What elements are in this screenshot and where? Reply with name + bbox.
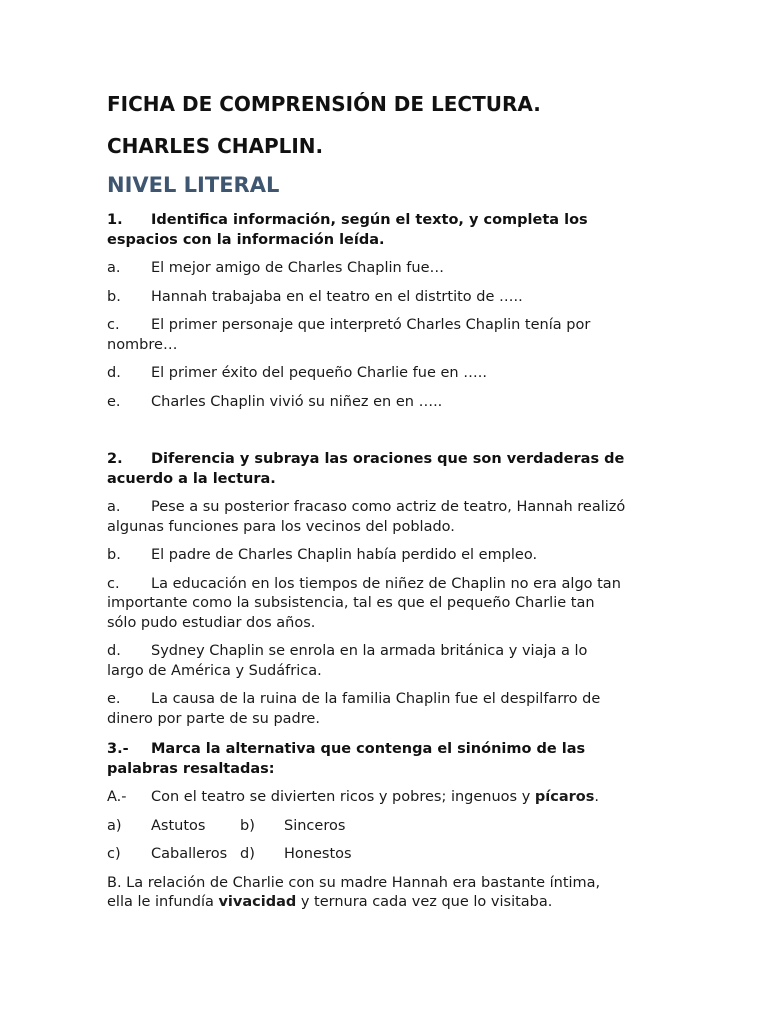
- item-label: c.: [107, 317, 120, 333]
- item-text: Pese a su posterior fracaso como actriz de teatro, Hannah realizó algunas funciones para los vecinos del poblado.: [107, 499, 626, 535]
- question-2-item-a: [107, 498, 627, 537]
- item-label: b.: [107, 288, 121, 305]
- item-label: e.: [107, 393, 121, 410]
- part-a-label: A.-: [107, 789, 127, 805]
- options-row-1: [107, 817, 627, 837]
- question-1-item-e: [107, 393, 627, 413]
- item-label: a.: [107, 260, 121, 276]
- question-1-item-a: [107, 259, 627, 279]
- question-2-item-e: [107, 690, 627, 729]
- question-2-item-b: [107, 546, 627, 566]
- option-a-label: a): [107, 817, 122, 834]
- item-text: El padre de Charles Chaplin había perdido el empleo.: [151, 547, 538, 563]
- section-heading-level: NIVEL LITERAL: [107, 173, 280, 197]
- highlighted-word-picaros: pícaros: [534, 789, 595, 805]
- option-c-text: Caballeros: [151, 846, 228, 862]
- part-b-text: B. La relación de Charlie con su madre Hannah era bastante íntima, ella le infundía: [107, 874, 601, 910]
- question-1-text: Identifica información, según el texto, y completa los espacios con la información leída.: [107, 212, 588, 248]
- option-a-text: Astutos: [151, 817, 206, 834]
- item-label: e.: [107, 691, 121, 707]
- question-3-part-a: [107, 788, 627, 808]
- question-2-number: 2.: [107, 451, 123, 467]
- highlighted-word-vivacidad: vivacidad: [218, 894, 297, 910]
- question-2-item-d: [107, 642, 627, 681]
- document-title-line-2: CHARLES CHAPLIN.: [107, 134, 324, 158]
- item-text: La causa de la ruina de la familia Chaplin fue el despilfarro de dinero por parte de su padre.: [107, 691, 601, 727]
- question-3-text: Marca la alternativa que contenga el sinónimo de las palabras resaltadas:: [107, 741, 586, 777]
- question-1-item-c: [107, 316, 627, 355]
- options-row-2: [107, 845, 627, 865]
- option-c-label: c): [107, 846, 121, 862]
- option-b-label: b): [240, 817, 255, 834]
- option-b-text: Sinceros: [284, 817, 346, 834]
- item-text: El primer éxito del pequeño Charlie fue en …..: [151, 365, 487, 381]
- item-label: c.: [107, 575, 120, 592]
- question-2: [107, 449, 627, 489]
- question-1-number: 1.: [107, 212, 123, 228]
- document-title-line-1: FICHA DE COMPRENSIÓN DE LECTURA.: [107, 92, 541, 116]
- item-label: b.: [107, 547, 121, 563]
- question-3: [107, 739, 627, 779]
- item-text: La educación en los tiempos de niñez de Chaplin no era algo tan importante como la subsistencia, tal es que el pequeño Charlie tan sólo pudo estudiar dos años.: [107, 575, 621, 631]
- part-a-text-end: .: [594, 789, 599, 805]
- option-d-text: Honestos: [284, 846, 352, 862]
- item-label: a.: [107, 499, 121, 515]
- item-text: Sydney Chaplin se enrola en la armada británica y viaja a lo largo de América y Sudáfrica.: [107, 643, 588, 679]
- document-page: [107, 88, 627, 913]
- part-a-text: Con el teatro se divierten ricos y pobres; ingenuos y: [151, 789, 535, 805]
- question-1-item-d: [107, 364, 627, 384]
- option-d-label: d): [240, 846, 255, 862]
- question-2-text: Diferencia y subraya las oraciones que son verdaderas de acuerdo a la lectura.: [107, 451, 625, 487]
- question-3-part-b: [107, 874, 627, 913]
- part-b-text-end: y ternura cada vez que lo visitaba.: [296, 894, 553, 910]
- item-label: d.: [107, 643, 121, 659]
- item-text: Hannah trabajaba en el teatro en el distrtito de …..: [151, 288, 523, 305]
- item-label: d.: [107, 365, 121, 381]
- question-3-number: 3.-: [107, 741, 129, 757]
- item-text: Charles Chaplin vivió su niñez en en …..: [151, 393, 443, 410]
- question-2-item-c: [107, 575, 627, 634]
- item-text: El primer personaje que interpretó Charles Chaplin tenía por nombre…: [107, 317, 591, 353]
- question-1: [107, 210, 627, 250]
- question-1-item-b: [107, 288, 627, 308]
- item-text: El mejor amigo de Charles Chaplin fue…: [151, 260, 445, 276]
